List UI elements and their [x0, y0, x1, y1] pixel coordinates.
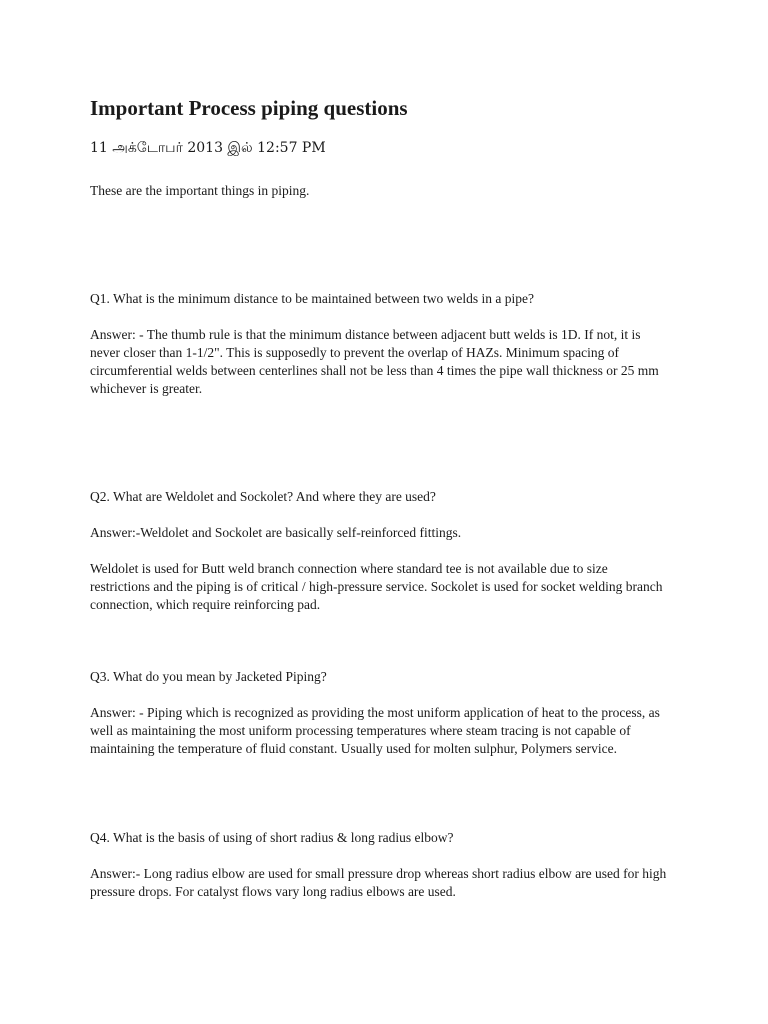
answer-4: Answer:- Long radius elbow are used for small pressure drop whereas short radius elbow are used for high pressure drops. For catalyst flows vary long radius elbows are used. [90, 866, 667, 899]
question-3: Q3. What do you mean by Jacketed Piping? [90, 669, 327, 684]
intro-text: These are the important things in piping. [90, 183, 310, 198]
question-1: Q1. What is the minimum distance to be maintained between two welds in a pipe? [90, 291, 535, 306]
answer-1: Answer: - The thumb rule is that the minimum distance between adjacent butt welds is 1D. If not, it is never closer than 1-1/2". This is supposedly to prevent the overlap of HAZs. Minimum spacing of circumferential welds between centerlines shall not be less than 4 times the pipe wall thickness or 25 mm whichever is greater. [90, 327, 659, 396]
page-title: Important Process piping questions [90, 96, 408, 120]
answer-2-intro: Answer:-Weldolet and Sockolet are basically self-reinforced fittings. [90, 525, 462, 540]
answer-2-detail: Weldolet is used for Butt weld branch connection where standard tee is not available due to size restrictions and the piping is of critical / high-pressure service. Sockolet is used for socket welding branch connection, which require reinforcing pad. [90, 561, 663, 612]
question-2: Q2. What are Weldolet and Sockolet? And where they are used? [90, 489, 436, 504]
page-date: 11 அக்டோபர் 2013 இல் 12:57 PM [90, 140, 326, 156]
question-4: Q4. What is the basis of using of short radius & long radius elbow? [90, 830, 454, 845]
answer-3: Answer: - Piping which is recognized as providing the most uniform application of heat to the process, as well as maintaining the most uniform processing temperatures where steam tracing is not capable of maintaining the temperature of fluid constant. Usually used for molten sulphur, Polymers service. [90, 705, 660, 756]
document-page [90, 0, 680, 1024]
